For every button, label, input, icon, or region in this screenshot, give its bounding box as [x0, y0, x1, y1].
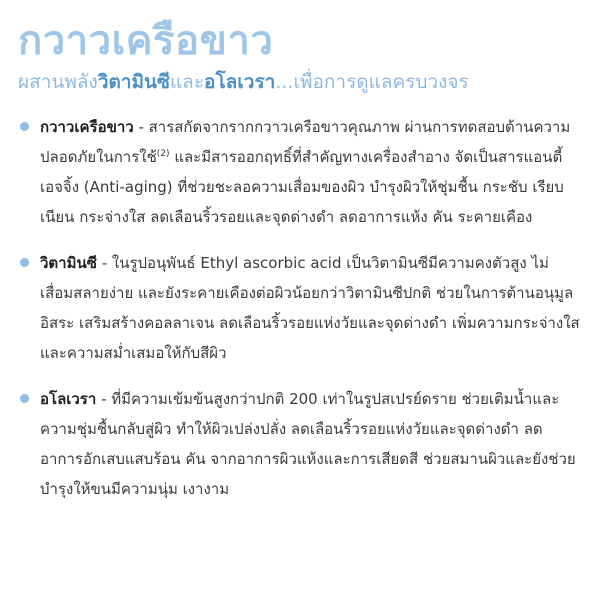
- subtitle-highlight-aloe-vera: อโลเวรา: [204, 71, 276, 93]
- bullet-dot-icon: [20, 394, 29, 403]
- list-item-paragraph: [40, 384, 582, 504]
- list-item-title: วิตามินซี: [40, 254, 97, 272]
- ingredient-list: [18, 112, 582, 504]
- page-title: กวาวเครือขาว: [18, 18, 274, 64]
- list-item-aloe-vera: [18, 384, 582, 504]
- list-item-title: กวาวเครือขาว: [40, 118, 134, 136]
- list-item-text: - ที่มีความเข้มข้นสูงกว่าปกติ 200 เท่าในรูปสเปรย์ดราย ช่วยเติมน้ำและความชุ่มชื้นกลับสู่ผิว ทำให้ผิวเปล่งปลั่ง ลดเลือนริ้วรอยแห่งวัยและจุดด่างดำ ลดอาการอักเสบแสบร้อน คัน จากอาการผิวแห้งและการเสียดสี ช่วยสมานผิวและยังช่วยบำรุงให้ขนมีความนุ่ม เงางาม: [40, 390, 576, 498]
- footnote-ref: (2): [156, 149, 170, 159]
- list-item-paragraph: [40, 248, 582, 368]
- subtitle-text-2: และ: [169, 71, 205, 93]
- list-item-title: อโลเวรา: [40, 390, 97, 408]
- list-item-text: - สารสกัดจากรากกวาวเครือขาวคุณภาพ ผ่านการทดสอบด้านความปลอดภัยในการใช้: [40, 118, 571, 166]
- list-item-paragraph: [40, 112, 582, 232]
- list-item-vitamin-c: [18, 248, 582, 368]
- page-subtitle: [18, 68, 582, 96]
- bullet-dot-icon: [20, 258, 29, 267]
- subtitle-text-3: ...เพื่อการดูแลครบวงจร: [275, 71, 469, 93]
- subtitle-text-1: ผสานพลัง: [18, 71, 98, 93]
- subtitle-highlight-vitamin-c: วิตามินซี: [97, 71, 170, 93]
- bullet-dot-icon: [20, 122, 29, 131]
- list-item-pueraria: [18, 112, 582, 232]
- list-item-text: - ในรูปอนุพันธ์ Ethyl ascorbic acid เป็นวิตามินซีมีความคงตัวสูง ไม่เสื่อมสลายง่าย และยังระคายเคืองต่อผิวน้อยกว่าวิตามินซีปกติ ช่วยในการต้านอนุมูลอิสระ เสริมสร้างคอลลาเจน ลดเลือนริ้วรอยแห่งวัยและจุดด่างดำ เพิ่มความกระจ่างใสและความสม่ำเสมอให้กับสีผิว: [40, 254, 580, 362]
- list-item-text-continued: และมีสารออกฤทธิ์ที่สำคัญทางเครื่องสำอาง จัดเป็นสารแอนตี้เอจจิ้ง (Anti-aging) ที่ช่วยชะลอความเสื่อมของผิว บำรุงผิวให้ชุ่มชื้น กระชับ เรียบเนียน กระจ่างใส ลดเลือนริ้วรอยและจุดด่างดำ ลดอาการแห้ง คัน ระคายเคือง: [40, 148, 564, 226]
